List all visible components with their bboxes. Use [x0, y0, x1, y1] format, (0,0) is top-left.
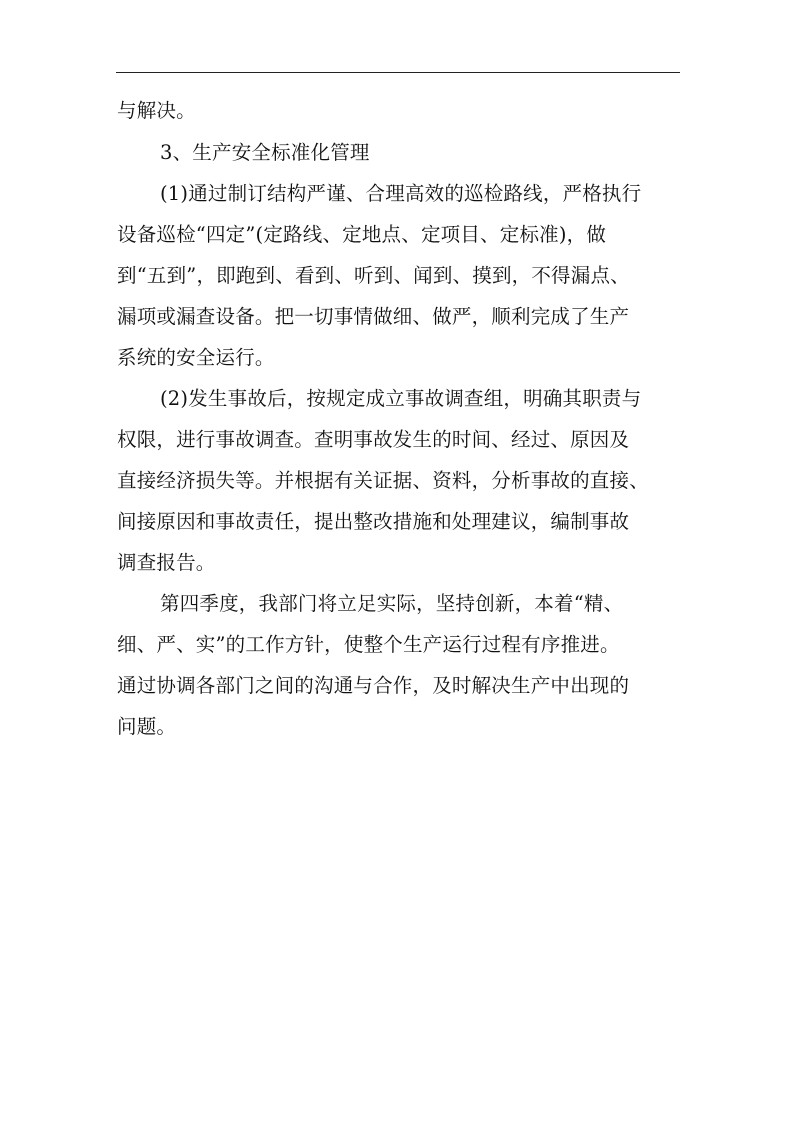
text-line: 间接原因和事故责任，提出整改措施和处理建议，编制事故 [117, 510, 630, 533]
text-line: 与解决。 [117, 99, 196, 122]
text-line: 第四季度，我部门将立足实际，坚持创新，本着“精、 [160, 592, 624, 615]
text-line: (1)通过制订结构严谨、合理高效的巡检路线，严格执行 [160, 182, 642, 205]
text-line: 细、严、实”的工作方针，使整个生产运行过程有序推进。 [117, 633, 620, 656]
text-line: 直接经济损失等。并根据有关证据、资料，分析事故的直接、 [117, 469, 649, 492]
text-line: 问题。 [117, 715, 177, 738]
section-heading: 3、生产安全标准化管理 [160, 141, 370, 164]
text-line: 通过协调各部门之间的沟通与合作，及时解决生产中出现的 [117, 674, 630, 697]
text-line: 权限，进行事故调查。查明事故发生的时间、经过、原因及 [117, 428, 630, 451]
text-line: 漏项或漏查设备。把一切事情做细、做严，顺利完成了生产 [117, 305, 630, 328]
text-line: 调查报告。 [117, 551, 216, 574]
text-line: 系统的安全运行。 [117, 346, 275, 369]
header-rule [116, 72, 680, 73]
text-line: 设备巡检“四定”(定路线、定地点、定项目、定标准)，做 [117, 223, 607, 246]
text-line: 到“五到”，即跑到、看到、听到、闻到、摸到，不得漏点、 [117, 264, 630, 287]
text-line: (2)发生事故后，按规定成立事故调查组，明确其职责与 [160, 387, 642, 410]
